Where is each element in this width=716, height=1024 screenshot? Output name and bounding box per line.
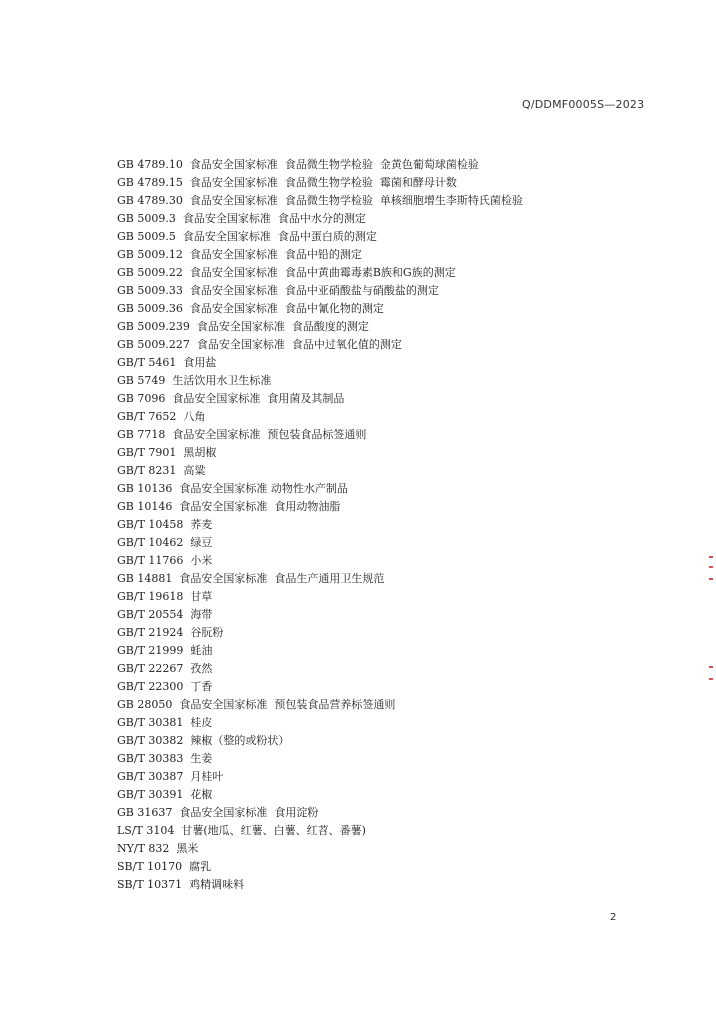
reference-item: GB/T 20554 海带 <box>117 608 213 621</box>
reference-item: SB/T 10170 腐乳 <box>117 860 212 873</box>
reference-item: GB 4789.30 食品安全国家标准 食品微生物学检验 单核细胞增生李斯特氏菌检验 <box>117 194 523 207</box>
reference-item: GB 31637 食品安全国家标准 食用淀粉 <box>117 806 319 819</box>
reference-item: GB/T 5461 食用盐 <box>117 356 217 369</box>
document-code: Q/DDMF0005S—2023 <box>522 98 645 111</box>
reference-item: GB 5009.3 食品安全国家标准 食品中水分的测定 <box>117 212 366 225</box>
reference-item: GB/T 30391 花椒 <box>117 788 213 801</box>
reference-item: GB/T 21999 蚝油 <box>117 644 213 657</box>
reference-item: GB 5009.239 食品安全国家标准 食品酸度的测定 <box>117 320 369 333</box>
reference-item: GB 5009.227 食品安全国家标准 食品中过氧化值的测定 <box>117 338 402 351</box>
edge-mark <box>709 566 713 568</box>
reference-item: GB/T 21924 谷朊粉 <box>117 626 224 639</box>
reference-item: GB/T 7652 八角 <box>117 410 206 423</box>
reference-item: GB/T 19618 甘草 <box>117 590 213 603</box>
reference-item: GB/T 10462 绿豆 <box>117 536 213 549</box>
reference-item: GB/T 10458 荞麦 <box>117 518 213 531</box>
reference-item: GB/T 30381 桂皮 <box>117 716 213 729</box>
reference-item: GB/T 7901 黑胡椒 <box>117 446 217 459</box>
page-number: 2 <box>610 912 617 923</box>
reference-item: GB/T 22267 孜然 <box>117 662 213 675</box>
edge-mark <box>709 578 713 580</box>
reference-item: GB 4789.10 食品安全国家标准 食品微生物学检验 金黄色葡萄球菌检验 <box>117 158 479 171</box>
reference-item: GB 10136 食品安全国家标准 动物性水产制品 <box>117 482 348 495</box>
edge-mark <box>709 556 713 558</box>
reference-item: GB 7096 食品安全国家标准 食用菌及其制品 <box>117 392 345 405</box>
reference-item: GB 4789.15 食品安全国家标准 食品微生物学检验 霉菌和酵母计数 <box>117 176 457 189</box>
reference-item: GB/T 22300 丁香 <box>117 680 213 693</box>
reference-item: GB 5009.12 食品安全国家标准 食品中铅的测定 <box>117 248 362 261</box>
reference-item: GB 5009.22 食品安全国家标准 食品中黄曲霉毒素B族和G族的测定 <box>117 266 456 279</box>
reference-item: GB/T 8231 高粱 <box>117 464 206 477</box>
reference-item: GB 5009.36 食品安全国家标准 食品中氰化物的测定 <box>117 302 384 315</box>
reference-item: GB 7718 食品安全国家标准 预包装食品标签通则 <box>117 428 367 441</box>
reference-item: SB/T 10371 鸡精调味料 <box>117 878 245 891</box>
edge-mark <box>709 678 713 680</box>
reference-item: GB 5009.33 食品安全国家标准 食品中亚硝酸盐与硝酸盐的测定 <box>117 284 439 297</box>
reference-item: GB/T 30383 生姜 <box>117 752 213 765</box>
reference-item: GB 14881 食品安全国家标准 食品生产通用卫生规范 <box>117 572 385 585</box>
reference-item: GB 10146 食品安全国家标准 食用动物油脂 <box>117 500 341 513</box>
edge-mark <box>709 666 713 668</box>
reference-item: GB 5749 生活饮用水卫生标准 <box>117 374 272 387</box>
reference-item: LS/T 3104 甘薯(地瓜、红薯、白薯、红苕、番薯) <box>117 824 366 837</box>
reference-item: GB 5009.5 食品安全国家标准 食品中蛋白质的测定 <box>117 230 377 243</box>
reference-item: GB 28050 食品安全国家标准 预包装食品营养标签通则 <box>117 698 396 711</box>
reference-item: GB/T 30382 辣椒（整的或粉状） <box>117 734 290 747</box>
reference-item: GB/T 11766 小米 <box>117 554 213 567</box>
normative-references-list <box>117 156 523 894</box>
reference-item: GB/T 30387 月桂叶 <box>117 770 224 783</box>
reference-item: NY/T 832 黑米 <box>117 842 199 855</box>
